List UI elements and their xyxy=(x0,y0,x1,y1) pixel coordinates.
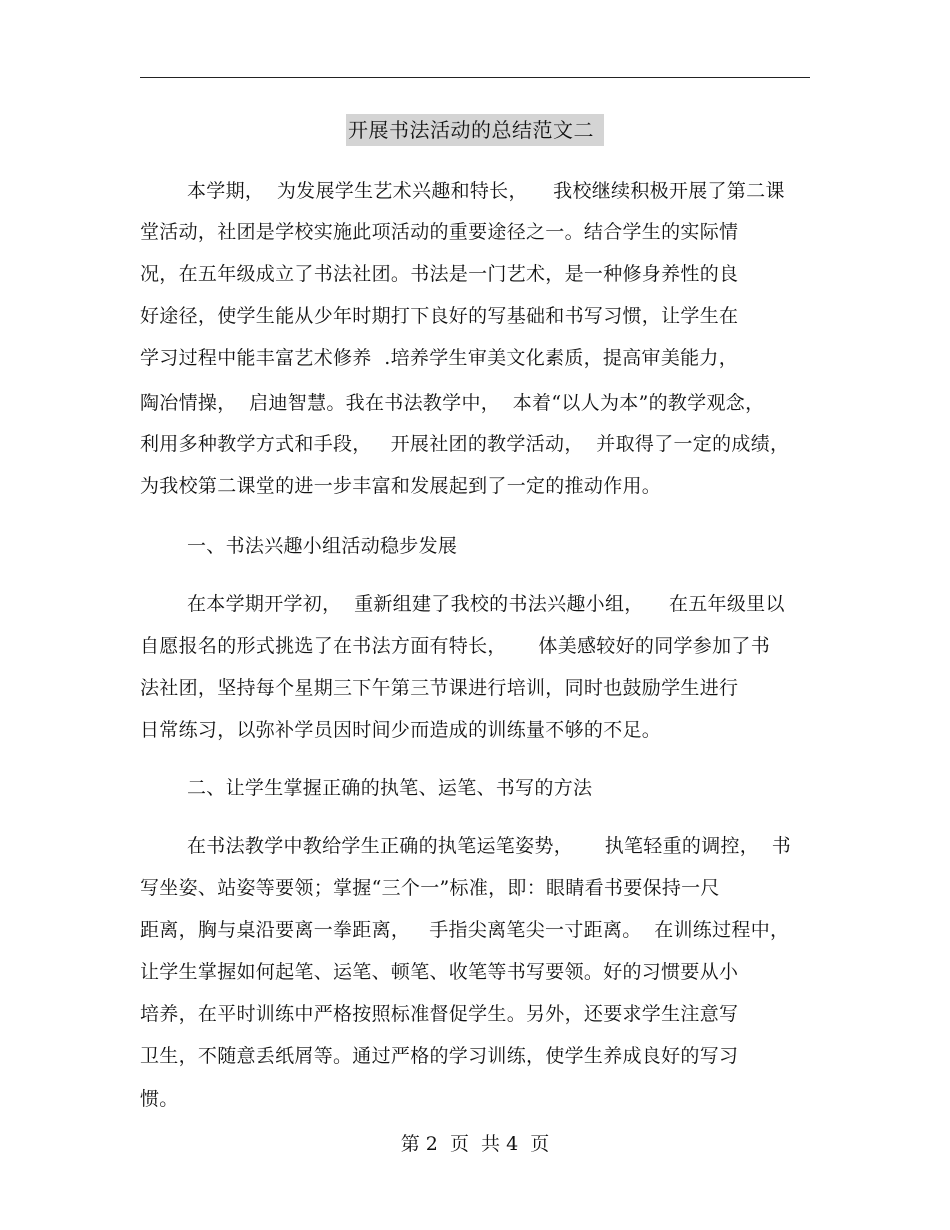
intro-line: 况，在五年级成立了书法社团。书法是一门艺术，是一种修身养性的良 xyxy=(140,263,739,285)
section2-line: 距离，胸与桌沿要离一拳距离， 手指尖离笔尖一寸距离。 在训练过程中， xyxy=(140,919,790,941)
intro-line: 陶冶情操， 启迪智慧。我在书法教学中， 本着“以人为本”的教学观念， xyxy=(140,392,765,414)
section2-line: 培养，在平时训练中严格按照标准督促学生。另外，还要求学生注意写 xyxy=(140,1003,739,1025)
intro-line: 本学期， 为发展学生艺术兴趣和特长， 我校继续积极开展了第二课 xyxy=(187,180,785,202)
intro-line: 好途径，使学生能从少年时期打下良好的写基础和书写习惯，让学生在 xyxy=(140,305,739,327)
section2-line: 在书法教学中教给学生正确的执笔运笔姿势， 执笔轻重的调控， 书 xyxy=(187,835,792,857)
section1-line: 日常练习，以弥补学员因时间少而造成的训练量不够的不足。 xyxy=(140,719,662,741)
section2-line: 让学生掌握如何起笔、运笔、顿笔、收笔等书写要领。好的习惯要从小 xyxy=(140,961,739,983)
intro-line: 堂活动，社团是学校实施此项活动的重要途径之一。结合学生的实际情 xyxy=(140,221,739,243)
title-container xyxy=(0,114,950,146)
intro-line: 利用多种教学方式和手段， 开展社团的教学活动， 并取得了一定的成绩， xyxy=(140,433,790,455)
section2-line: 惯。 xyxy=(140,1088,179,1110)
page-number: 第 2 页 共 4 页 xyxy=(400,1133,550,1155)
header-rule xyxy=(140,77,810,78)
intro-line: 学习过程中能丰富艺术修养 .培养学生审美文化素质，提高审美能力， xyxy=(140,347,739,369)
section1-line: 法社团，坚持每个星期三下午第三节课进行培训，同时也鼓励学生进行 xyxy=(140,677,739,699)
section2-line: 写坐姿、站姿等要领；掌握“三个一”标准，即：眼睛看书要保持一尺 xyxy=(140,877,720,899)
intro-line: 为我校第二课堂的进一步丰富和发展起到了一定的推动作用。 xyxy=(140,475,662,497)
section1-line: 自愿报名的形式挑选了在书法方面有特长， 体美感较好的同学参加了书 xyxy=(140,635,770,657)
section2-line: 卫生，不随意丢纸屑等。通过严格的学习训练，使学生养成良好的写习 xyxy=(140,1045,739,1067)
document-title: 开展书法活动的总结范文二 xyxy=(346,114,604,146)
section-heading-2: 二、让学生掌握正确的执笔、运笔、书写的方法 xyxy=(187,777,593,799)
section-heading-1: 一、书法兴趣小组活动稳步发展 xyxy=(187,535,458,557)
section1-line: 在本学期开学初， 重新组建了我校的书法兴趣小组， 在五年级里以 xyxy=(187,593,785,615)
